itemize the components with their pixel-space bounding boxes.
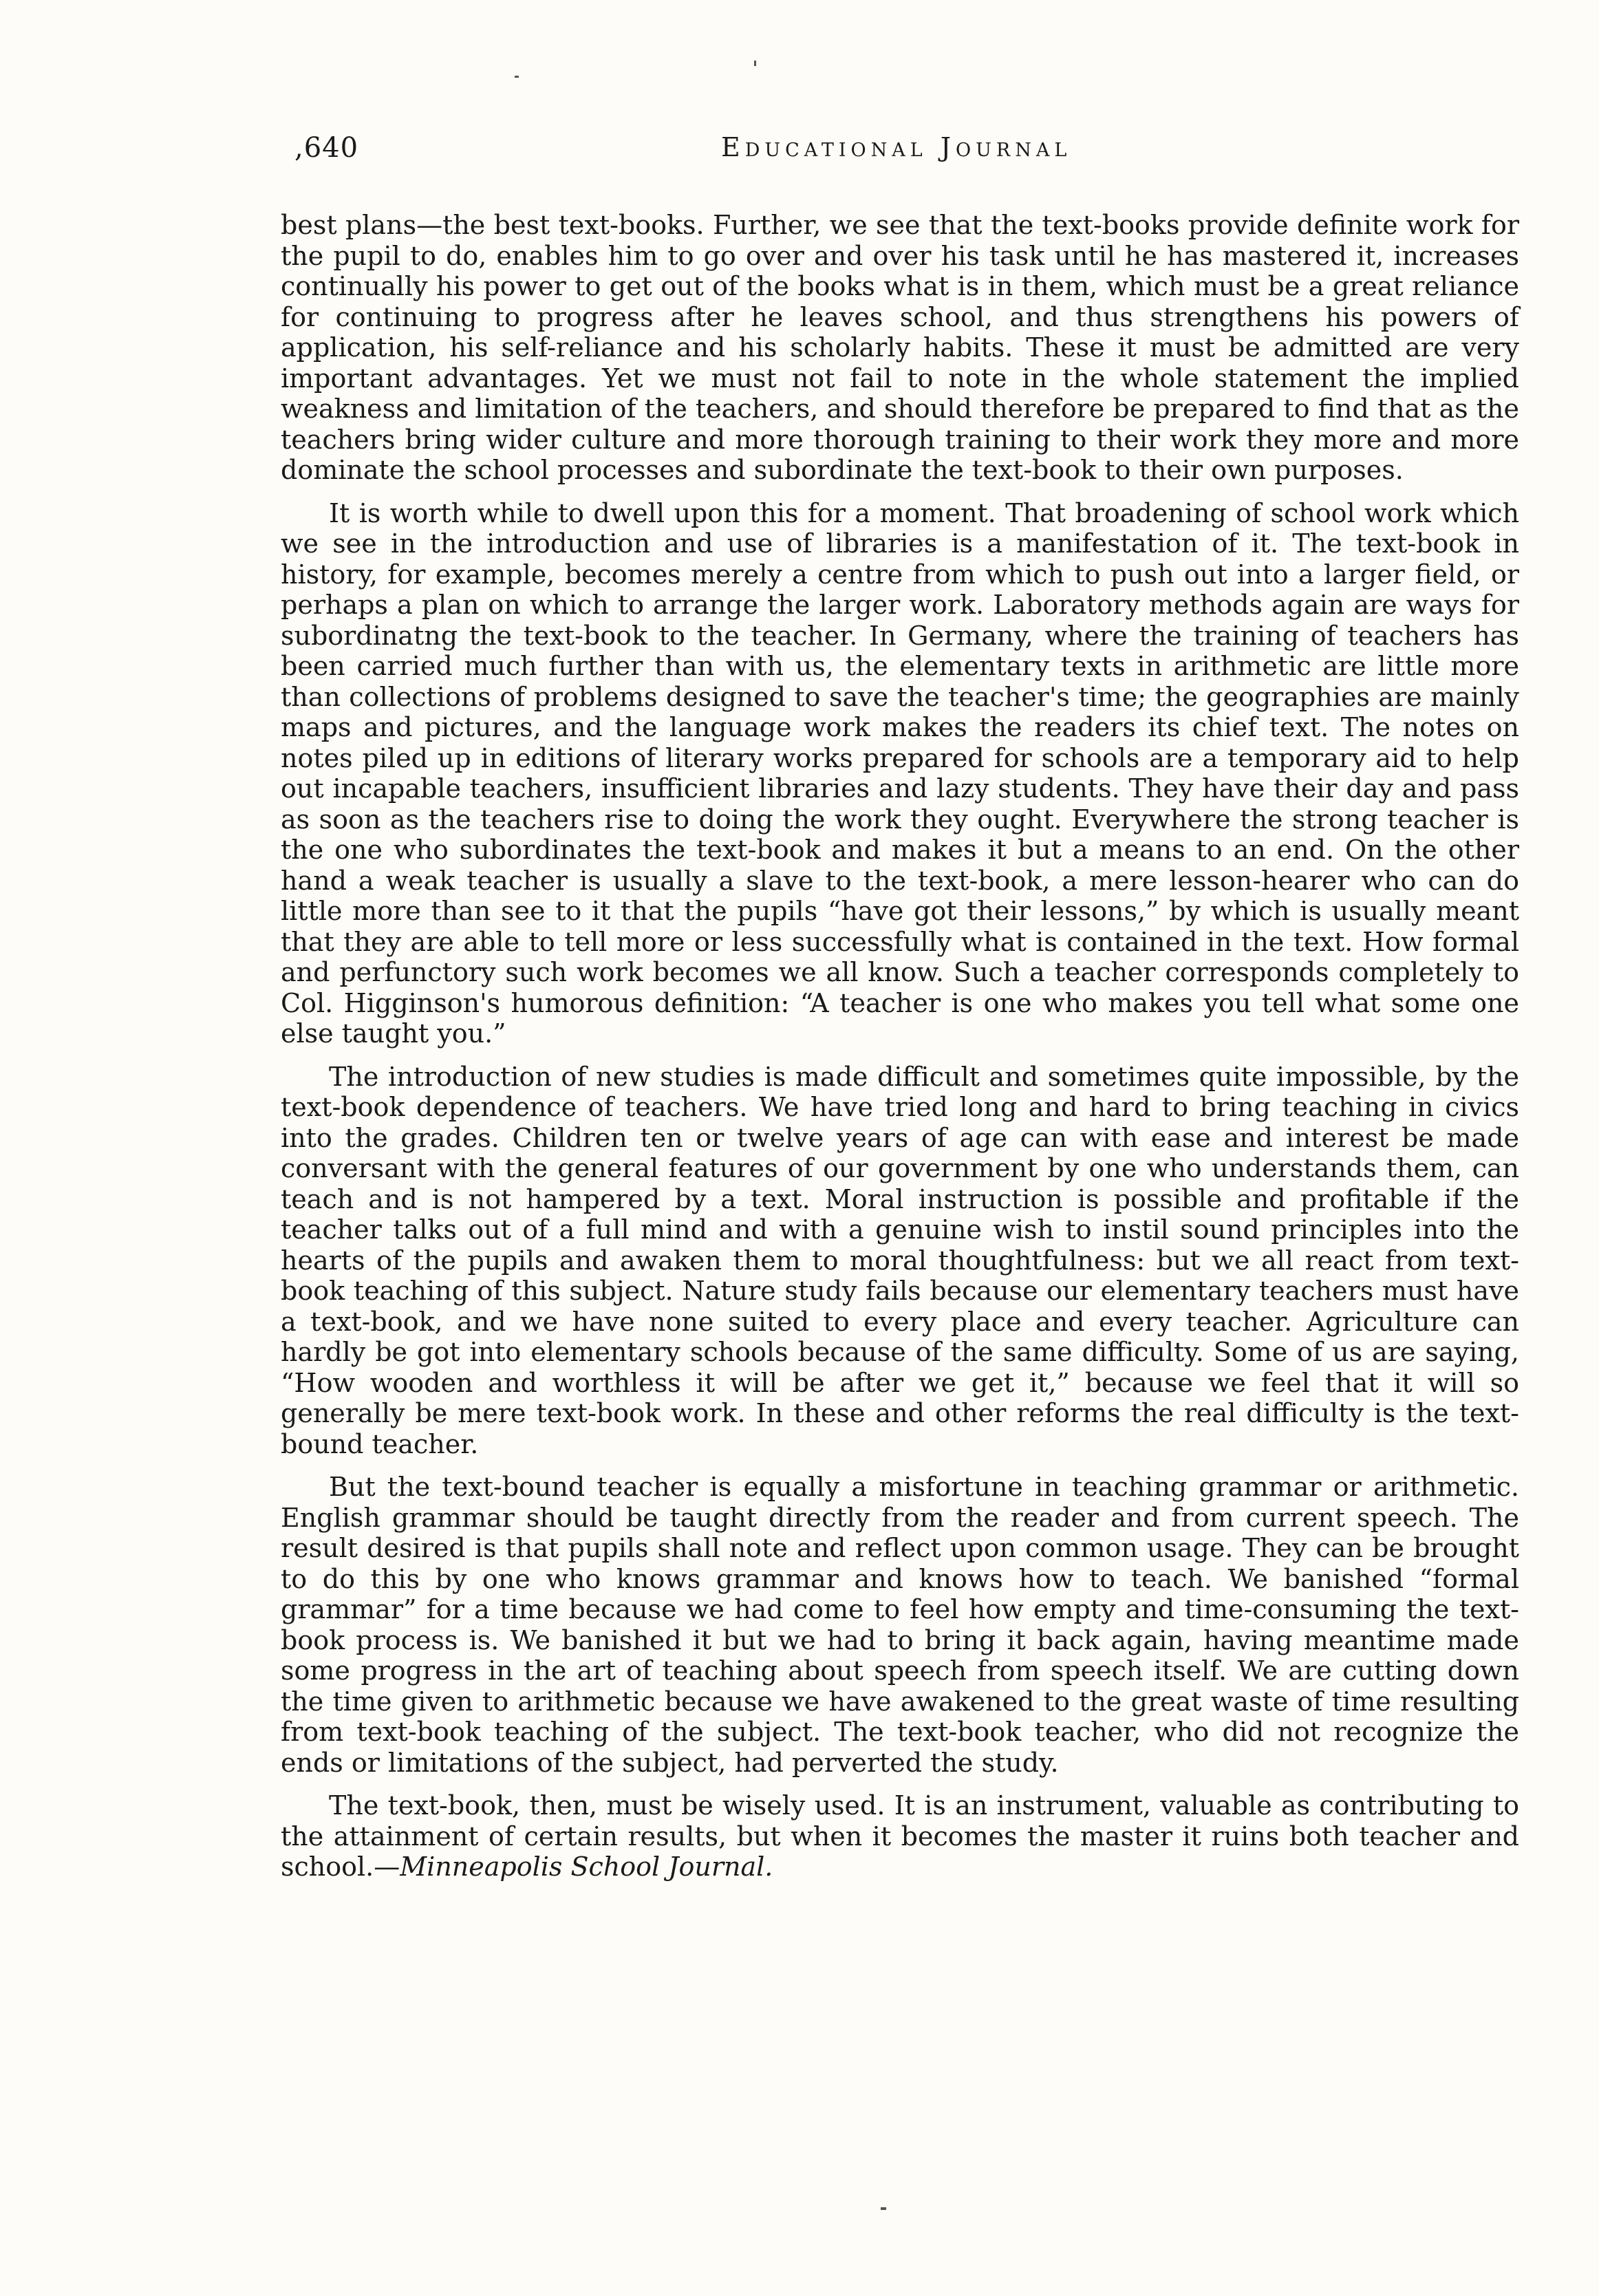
- page-number: ,640: [294, 132, 359, 164]
- running-head: Educational Journal: [721, 132, 1072, 162]
- paragraph-1: best plans—the best text-books. Further, we see that the text-books provide definite work for the pupil to do, enables him to go over and over his task until he has mastered it, increases continually his power to get out of the books what is in them, which must be a great reliance for continuing to progress after he leaves school, and thus strengthens his powers of application, his self-reliance and his scholarly habits. These it must be admitted are very important advantages. Yet we must not fail to note in the whole statement the implied weakness and limitation of the teachers, and should therefore be prepared to find that as the teachers bring wider culture and more thorough training to their work they more and more dominate the school processes and subordinate the text-book to their own purposes.: [281, 210, 1519, 485]
- scan-speck: [754, 61, 756, 66]
- article-body: [281, 210, 1519, 1895]
- paragraph-5: [281, 1790, 1519, 1882]
- paragraph-2: It is worth while to dwell upon this for a moment. That broadening of school work which we see in the introduction and use of libraries is a manifestation of it. The text-book in history, for example, becomes merely a centre from which to push out into a larger field, or perhaps a plan on which to arrange the larger work. Laboratory methods again are ways for subordinatng the text-book to the teacher. In Germany, where the training of teachers has been carried much further than with us, the elementary texts in arithmetic are little more than collections of problems designed to save the teacher's time; the geographies are mainly maps and pictures, and the language work makes the readers its chief text. The notes on notes piled up in editions of literary works prepared for schools are a temporary aid to help out incapable teachers, insufficient libraries and lazy students. They have their day and pass as soon as the teachers rise to doing the work they ought. Everywhere the strong teacher is the one who subordinates the text-book and makes it but a means to an end. On the other hand a weak teacher is usually a slave to the text-book, a mere lesson-hearer who can do little more than see to it that the pupils “have got their lessons,” by which is usually meant that they are able to tell more or less successfully what is contained in the text. How formal and perfunctory such work becomes we all know. Such a teacher corresponds completely to Col. Higginson's humorous definition: “A teacher is one who makes you tell what some one else taught you.”: [281, 497, 1519, 1049]
- source-citation: Minneapolis School Journal.: [400, 1852, 773, 1882]
- paragraph-3: The introduction of new studies is made difficult and sometimes quite impossible, by the text-book dependence of teachers. We have tried long and hard to bring teaching in civics into the grades. Children ten or twelve years of age can with ease and interest be made conversant with the general features of our government by one who understands them, can teach and is not hampered by a text. Moral instruction is possible and profitable if the teacher talks out of a full mind and with a genuine wish to instil sound principles into the hearts of the pupils and awaken them to moral thoughtfulness: but we all react from text-book teaching of this subject. Nature study fails because our elementary teachers must have a text-book, and we have none suited to every place and every teacher. Agriculture can hardly be got into elementary schools because of the same difficulty. Some of us are saying, “How wooden and worthless it will be after we get it,” because we feel that it will so generally be mere text-book work. In these and other reforms the real difficulty is the text-bound teacher.: [281, 1061, 1519, 1459]
- scan-speck: [881, 2207, 886, 2210]
- paragraph-4: But the text-bound teacher is equally a misfortune in teaching grammar or arithmetic. English grammar should be taught directly from the reader and from current speech. The result desired is that pupils shall note and reflect upon common usage. They can be brought to do this by one who knows grammar and knows how to teach. We banished “formal grammar” for a time because we had come to feel how empty and time-consuming the text-book process is. We banished it but we had to bring it back again, having meantime made some progress in the art of teaching about speech from speech itself. We are cutting down the time given to arithmetic because we have awakened to the great waste of time resulting from text-book teaching of the subject. The text-book teacher, who did not recognize the ends or limitations of the subject, had perverted the study.: [281, 1472, 1519, 1778]
- paragraph-5-text: The text-book, then, must be wisely used. It is an instrument, valuable as contributing to the attainment of certain results, but when it becomes the master it ruins both teacher and school.—: [281, 1790, 1519, 1882]
- page-header: [294, 132, 1519, 167]
- scan-speck: [515, 76, 519, 78]
